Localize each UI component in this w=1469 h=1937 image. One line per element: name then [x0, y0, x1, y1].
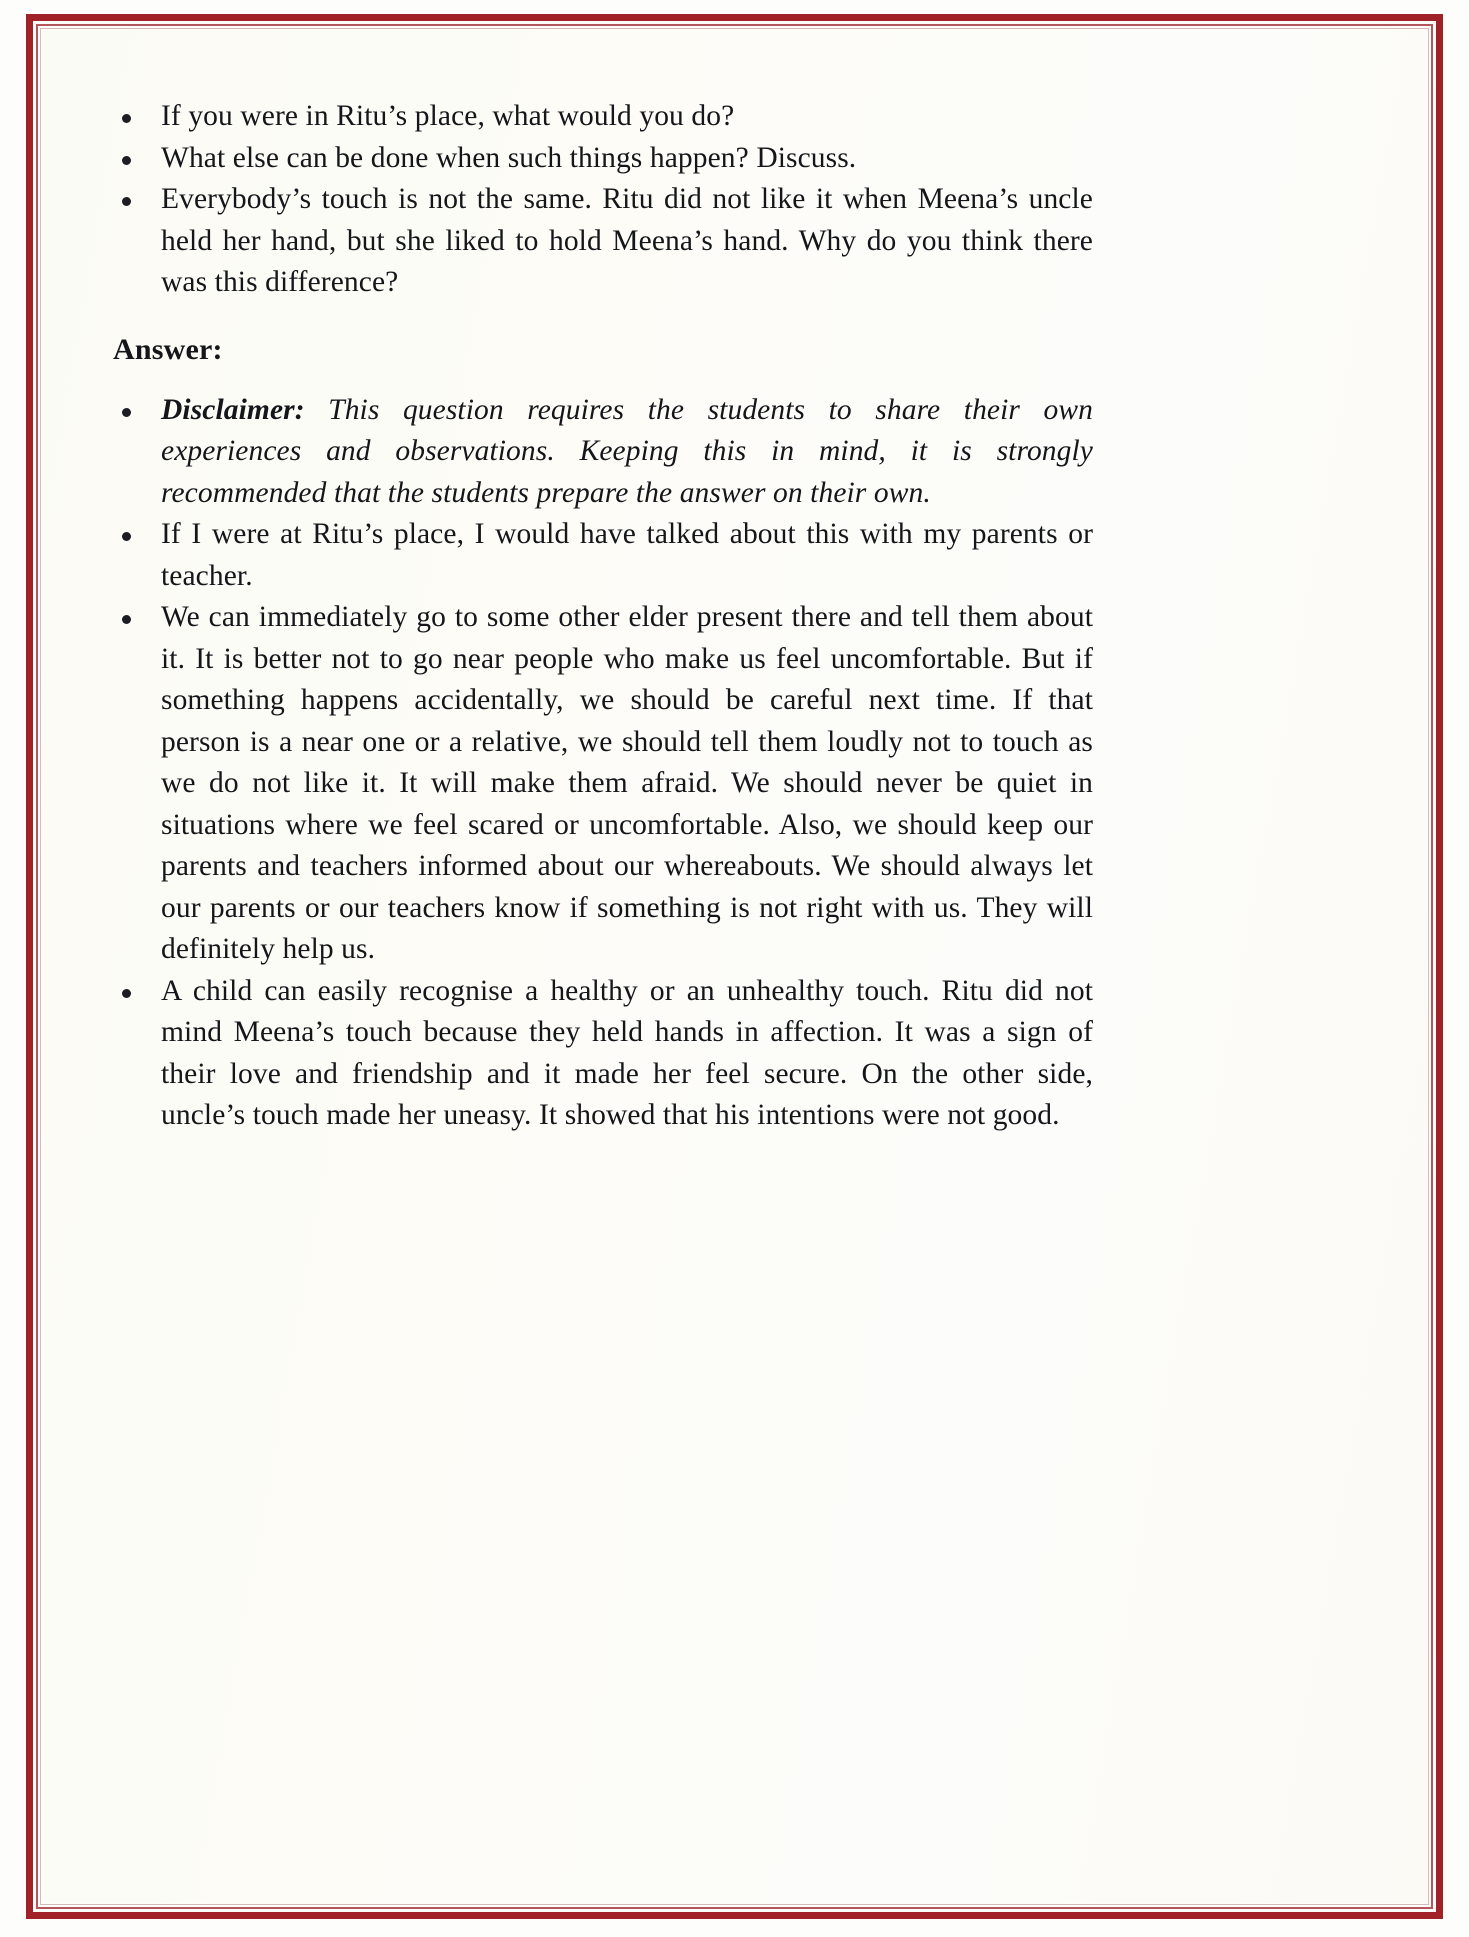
- question-text: What else can be done when such things happen? Discuss.: [161, 141, 857, 174]
- question-list: [113, 96, 1093, 304]
- page-content: [113, 96, 1093, 1147]
- answer-text: A child can easily recognise a healthy or an unhealthy touch. Ritu did not mind Meena’s touch because they held hands in affection. It was a sign of their love and friendship and it made her feel secure. On the other side, uncle’s touch made her uneasy. It showed that his intentions were not good.: [161, 974, 1093, 1131]
- answer-list: [113, 390, 1093, 1137]
- disclaimer-text: This question requires the students to share their own experiences and observations. Keeping this in mind, it is strongly recommended that the students prepare the answer on their own.: [161, 393, 1093, 509]
- answer-text: We can immediately go to some other elder present there and tell them about it. It is better not to go near people who make us feel uncomfortable. But if something happens accidentally, we should be careful next time. If that person is a near one or a relative, we should tell them loudly not to touch as we do not like it. It will make them afraid. We should never be quiet in situations where we feel scared or uncomfortable. Also, we should keep our parents and teachers informed about our whereabouts. We should always let our parents or our teachers know if something is not right with us. They will definitely help us.: [161, 601, 1093, 965]
- question-text: Everybody’s touch is not the same. Ritu did not like it when Meena’s uncle held her hand, but she liked to hold Meena’s hand. Why do you think there was this difference?: [161, 183, 1093, 298]
- answer-heading: Answer:: [113, 332, 223, 366]
- answer-item-disclaimer: [113, 390, 1093, 515]
- answer-item: [113, 514, 1093, 597]
- answer-text: If I were at Ritu’s place, I would have talked about this with my parents or teacher.: [161, 518, 1093, 592]
- question-item: [113, 138, 1093, 180]
- question-text: If you were in Ritu’s place, what would you do?: [161, 100, 735, 132]
- disclaimer-label: Disclaimer:: [161, 393, 305, 426]
- answer-item: [113, 971, 1093, 1137]
- content-spacer: [113, 1137, 1093, 1147]
- question-item: [113, 96, 1093, 138]
- answer-item: [113, 597, 1093, 971]
- question-item: [113, 179, 1093, 304]
